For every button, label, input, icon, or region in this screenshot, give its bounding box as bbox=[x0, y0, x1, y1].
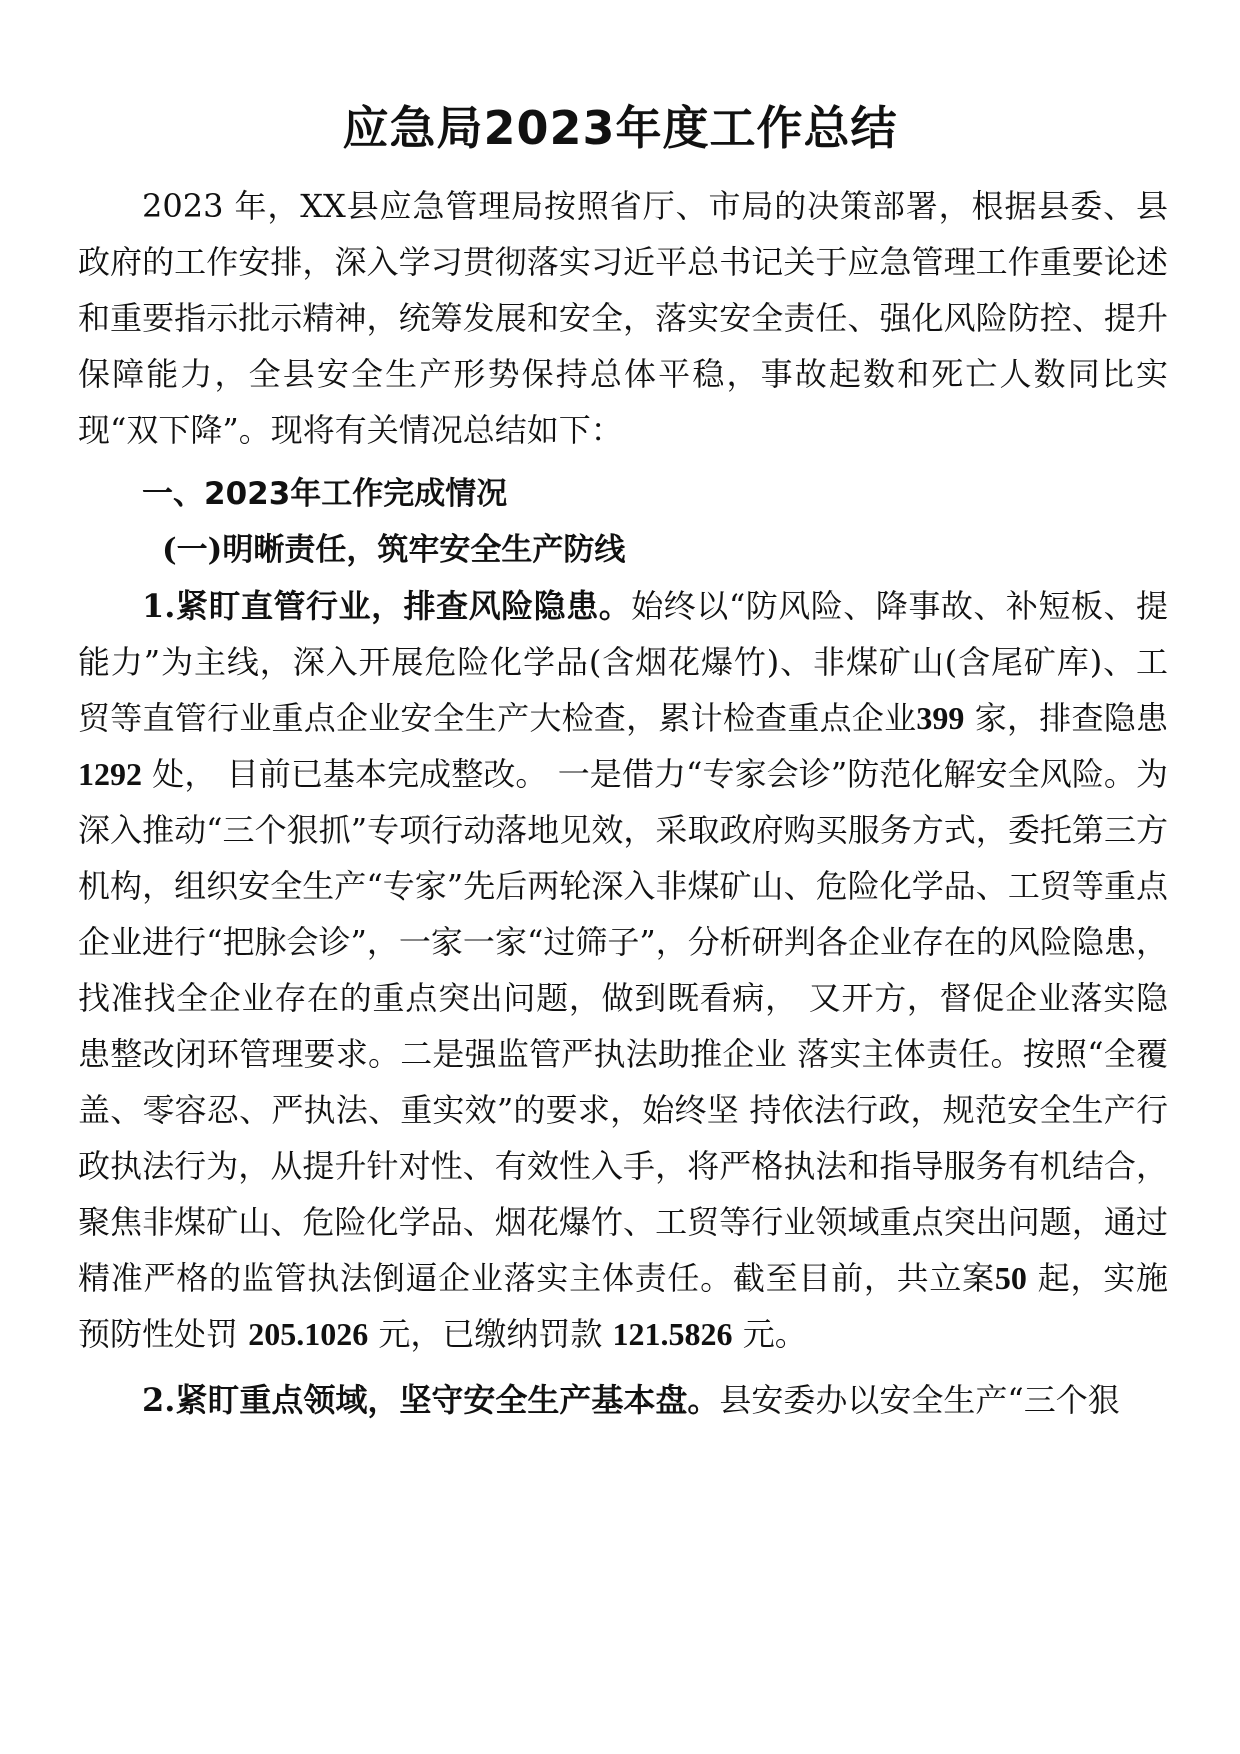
item-2-lead: 2.紧盯重点领域，坚守安全生产基本盘。 bbox=[142, 1381, 720, 1419]
page-title: 应急局2023年度工作总结 bbox=[342, 101, 898, 155]
enterprise-count: 399 bbox=[916, 700, 965, 736]
item-1-paragraph bbox=[78, 578, 1168, 1362]
item-1-text-c: 处， 目前已基本完成整改。 一是借力“专家会诊”防范化解安全风险。为深入推动“三个狠抓”专项行动落地见效，采取政府购买服务方式，委托第三方机构，组织安全生产“专家”先后两轮深入非煤矿山、危险化学品、工贸等重点企业进行“把脉会诊”，一家一家“过筛子”，分析研判各企业存在的风险隐患，找准找全企业存在的重点突出问题，做到既看病， 又开方，督促企业落实隐患整改闭环管理要求。二是强监管严执法助推企业 落实主体责任。按照“全覆盖、零容忍、严执法、重实效”的要求，始终坚 持依法行政，规范安全生产行政执法行为，从提升针对性、有效性入手，将严格执法和指导服务有机结合，聚焦非煤矿山、危险化学品、烟花爆竹、工贸等行业领域重点突出问题，通过精准严格的监管执法倒逼企业落实主体责任。截至目前，共立案 bbox=[78, 755, 1168, 1297]
item-1-text-f: 元。 bbox=[732, 1315, 807, 1353]
subsection-heading: (一)明晰责任，筑牢安全生产防线 bbox=[162, 532, 626, 568]
item-1-text-a: 始终以“防风险、降事故、补短板、提能力”为主线，深入开展危险化学品(含烟花爆竹)、非煤矿山(含尾矿库)、工贸等直管行业重点企业安全生产大检查，累计检查重点企业 bbox=[78, 587, 1168, 737]
item-1-text-d: 起，实施预防性处罚 bbox=[78, 1259, 1168, 1353]
section-heading: 一、2023年工作完成情况 bbox=[142, 476, 508, 512]
intro-paragraph: 2023 年，XX县应急管理局按照省厅、市局的决策部署，根据县委、县政府的工作安排，深入学习贯彻落实习近平总书记关于应急管理工作重要论述和重要指示批示精神，统筹发展和安全，落实安全责任、强化风险防控、提升保障能力，全县安全生产形势保持总体平稳，事故起数和死亡人数同比实现“双下降”。现将有关情况总结如下： bbox=[78, 187, 1168, 449]
item-1-text-b: 家，排查隐患 bbox=[964, 699, 1168, 737]
case-count: 50 bbox=[994, 1260, 1027, 1296]
paragraph-gap bbox=[78, 1362, 1168, 1372]
item-2-paragraph bbox=[78, 1372, 1168, 1428]
hazard-count: 1292 bbox=[78, 756, 142, 792]
document-body bbox=[78, 178, 1168, 1428]
item-1-lead: 1.紧盯直管行业，排查风险隐患。 bbox=[142, 587, 632, 625]
item-2-text: 县安委办以安全生产“三个狠 bbox=[719, 1381, 1120, 1419]
paid-amount: 121.5826 bbox=[612, 1316, 733, 1352]
item-1-text-e: 元，已缴纳罚款 bbox=[368, 1315, 613, 1353]
penalty-amount: 205.1026 bbox=[248, 1316, 369, 1352]
